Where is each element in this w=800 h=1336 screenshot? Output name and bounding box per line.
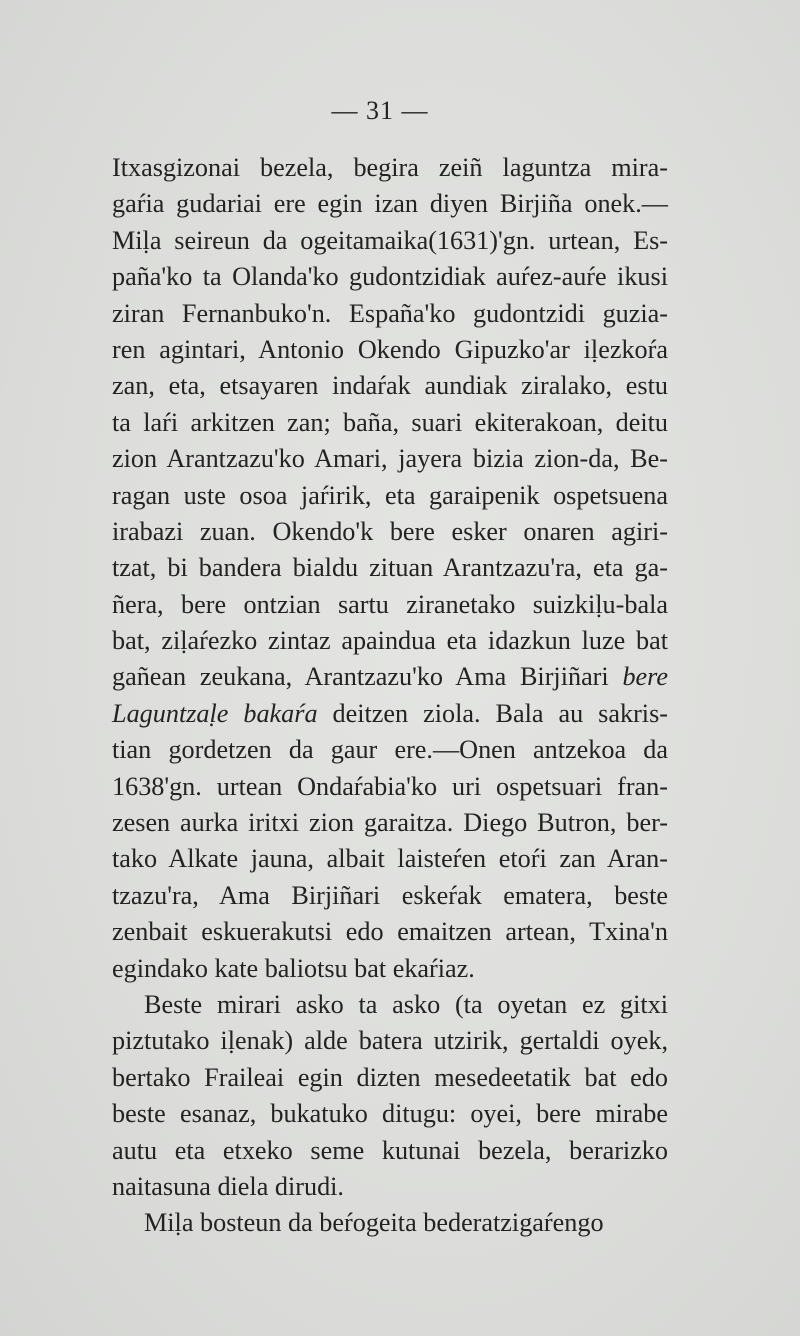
text-line: bat, ziḷaŕezko zintaz apaindua eta idazkun luze bat bbox=[112, 626, 668, 656]
text-line: naitasuna diela dirudi. bbox=[112, 1171, 344, 1201]
text-line: tzazu'ra, Ama Birjiñari eskeŕak ematera, beste bbox=[112, 880, 668, 910]
text-line: autu eta etxeko seme kutunai bezela, berarizko bbox=[112, 1135, 668, 1165]
text-line: tian gordetzen da gaur ere.—Onen antzekoa da bbox=[112, 735, 668, 765]
text-line: 1638'gn. urtean Ondaŕabia'ko uri ospetsuari fran- bbox=[112, 771, 668, 801]
text-line: irabazi zuan. Okendo'k bere esker onaren agiri- bbox=[112, 516, 668, 546]
body-text bbox=[112, 150, 668, 1242]
text-line: ren agintari, Antonio Okendo Gipuzko'ar iḷezkoŕa bbox=[112, 334, 668, 364]
text-line: Miḷa bosteun da beŕogeita bederatzigaŕengo bbox=[144, 1208, 604, 1238]
text-line: Laguntzaḷe bakaŕa deitzen ziola. Bala au sakris- bbox=[112, 698, 668, 728]
text-line: zion Arantzazu'ko Amari, jayera bizia zion-da, Be- bbox=[112, 444, 668, 474]
text-line: ziran Fernanbuko'n. España'ko gudontzidi guzia- bbox=[112, 298, 668, 328]
text-line: beste esanaz, bukatuko ditugu: oyei, bere mirabe bbox=[112, 1099, 668, 1129]
text-line: ragan uste osoa jaŕirik, eta garaipenik ospetsuena bbox=[112, 480, 668, 510]
text-line: zesen aurka iritxi zion garaitza. Diego Butron, ber- bbox=[112, 808, 668, 838]
text-line: Beste mirari asko ta asko (ta oyetan ez gitxi bbox=[144, 989, 668, 1019]
italic-phrase: Laguntzaḷe bakaŕa bbox=[112, 698, 318, 728]
text-line: ñera, bere ontzian sartu ziranetako suizkiḷu-bala bbox=[112, 589, 668, 619]
text-line: ta laŕi arkitzen zan; baña, suari ekiterakoan, deitu bbox=[112, 407, 668, 437]
text-line: gaŕia gudariai ere egin izan diyen Birjiña onek.— bbox=[112, 189, 668, 219]
text-line: zenbait eskuerakutsi edo emaitzen artean, Txina'n bbox=[112, 917, 668, 947]
text-line: zan, eta, etsayaren indaŕak aundiak ziralako, estu bbox=[112, 371, 668, 401]
text-line: Miḷa seireun da ogeitamaika(1631)'gn. urtean, Es- bbox=[112, 225, 668, 255]
text-line: gañean zeukana, Arantzazu'ko Ama Birjiñari bere bbox=[112, 662, 668, 692]
text-line: paña'ko ta Olanda'ko gudontzidiak auŕez-auŕe ikusi bbox=[112, 262, 668, 292]
text-line: bertako Fraileai egin dizten mesedeetatik bat edo bbox=[112, 1062, 668, 1092]
page-number: — 31 — bbox=[331, 96, 429, 125]
text-line: piztutako iḷenak) alde batera utzirik, gertaldi oyek, bbox=[112, 1026, 668, 1056]
text-line: Itxasgizonai bezela, begira zeiñ laguntza mira- bbox=[112, 153, 668, 182]
italic-phrase: bere bbox=[622, 662, 668, 692]
text-line: tzat, bi bandera bialdu zituan Arantzazu'ra, eta ga- bbox=[112, 553, 668, 583]
text-line: tako Alkate jauna, albait laisteŕen etoŕi zan Aran- bbox=[112, 844, 668, 874]
text-line: egindako kate baliotsu bat ekaŕiaz. bbox=[112, 953, 475, 983]
